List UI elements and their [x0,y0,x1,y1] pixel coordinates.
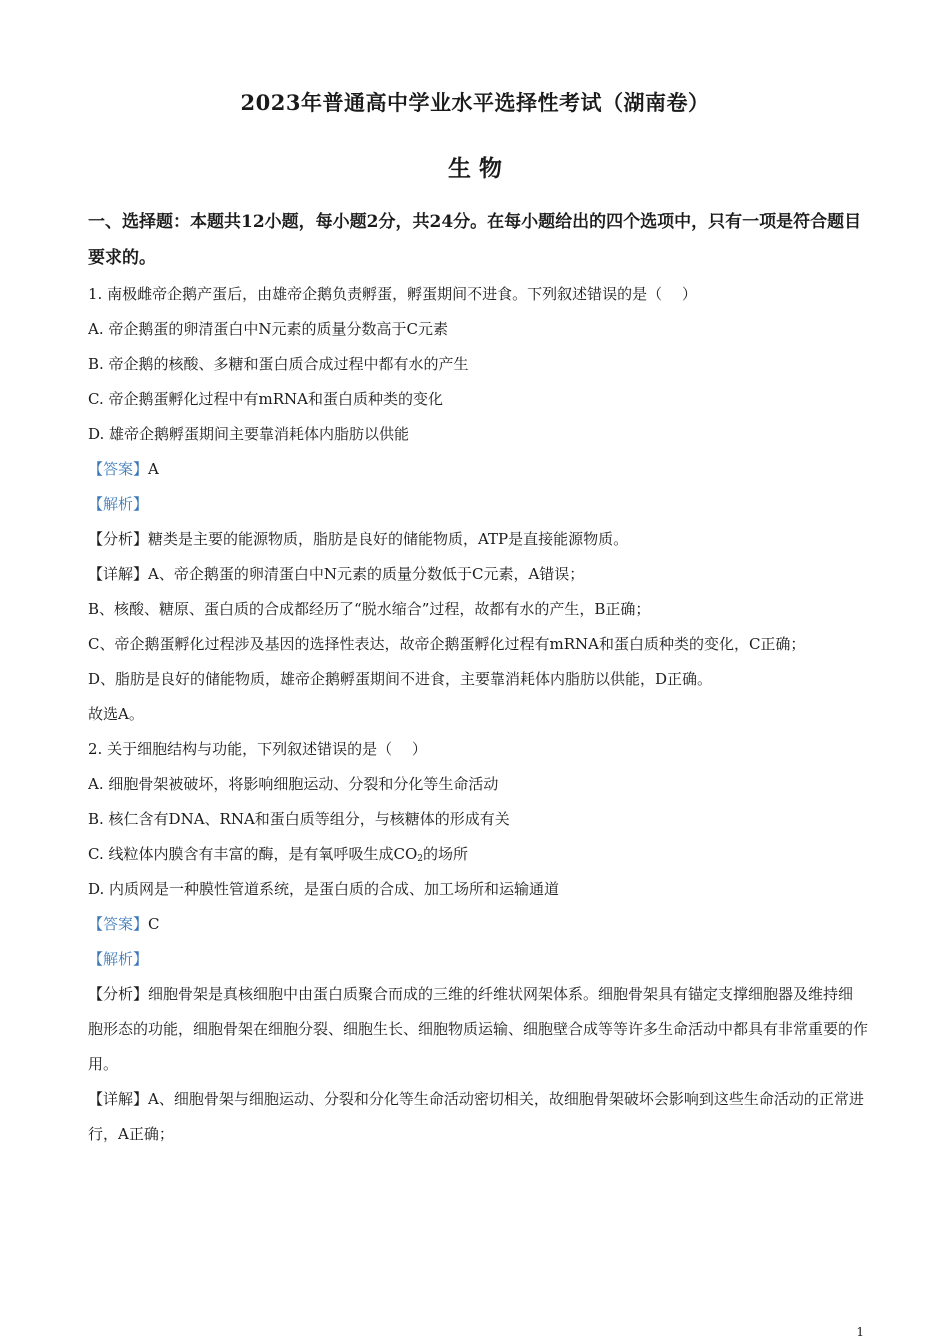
section-heading: 一、选择题：本题共12小题，每小题2分，共24分。在每小题给出的四个选项中，只有一项是符合题目要求的。 [88,212,862,268]
question-1-option-a: A. 帝企鹅蛋的卵清蛋白中N元素的质量分数高于C元素 [88,320,448,338]
xiangjie-text: A、帝企鹅蛋的卵清蛋白中N元素的质量分数低于C元素，A错误； [148,565,585,583]
option-c-text-end: 的场所 [423,845,469,863]
question-2-option-c [88,837,868,872]
question-1-option-d: D. 雄帝企鹅孵蛋期间主要靠消耗体内脂肪以供能 [88,425,410,443]
question-1-option-b: B. 帝企鹅的核酸、多糖和蛋白质合成过程中都有水的产生 [88,355,469,373]
co2-subscript: 2 [417,854,423,864]
fenxi-text: 糖类是主要的能源物质，脂肪是良好的储能物质，ATP是直接能源物质。 [148,530,629,548]
answer-label: 【答案】 [88,460,149,478]
question-2-xiangjie [88,1082,868,1152]
question-2-option-a: A. 细胞骨架被破坏，将影响细胞运动、分裂和分化等生命活动 [88,775,499,793]
xiangjie-label: 【详解】 [88,565,149,583]
question-1-stem: 1. 南极雌帝企鹅产蛋后，由雄帝企鹅负责孵蛋，孵蛋期间不进食。下列叙述错误的是（ ） [88,285,697,303]
question-1-analysis-heading [88,487,868,522]
answer-label: 【答案】 [88,915,149,933]
question-2-option-d: D. 内质网是一种膜性管道系统，是蛋白质的合成、加工场所和运输通道 [88,880,560,898]
exam-title: 2023年普通高中学业水平选择性考试（湖南卷） [240,90,710,115]
question-2-fenxi [88,977,868,1082]
question-1-conclusion: 故选A。 [88,705,144,723]
fenxi-label: 【分析】 [88,530,149,548]
page-number: 1 [856,1325,864,1339]
content-body [88,277,868,1152]
analysis-label: 【解析】 [88,950,149,968]
option-c-text: C. 线粒体内膜含有丰富的酶，是有氧呼吸生成CO [88,845,418,863]
subject-title: 生 物 [447,155,502,182]
xiangjie-text: A、细胞骨架与细胞运动、分裂和分化等生命活动密切相关，故细胞骨架破坏会影响到这些生命活动的正常进行，A正确； [88,1090,864,1143]
question-2-stem: 2. 关于细胞结构与功能，下列叙述错误的是（ ） [88,740,427,758]
analysis-label: 【解析】 [88,495,149,513]
question-2-option-b: B. 核仁含有DNA、RNA和蛋白质等组分，与核糖体的形成有关 [88,810,510,828]
fenxi-label: 【分析】 [88,985,149,1003]
question-1-fenxi [88,522,868,557]
question-2-answer [88,907,868,942]
question-1-option-c: C. 帝企鹅蛋孵化过程中有mRNA和蛋白质种类的变化 [88,390,443,408]
question-1-xiangjie [88,557,868,592]
question-1-detail-d: D、脂肪是良好的储能物质，雄帝企鹅孵蛋期间不进食，主要靠消耗体内脂肪以供能，D正确。 [88,670,713,688]
question-1-detail-c: C、帝企鹅蛋孵化过程涉及基因的选择性表达，故帝企鹅蛋孵化过程有mRNA和蛋白质种类的变化，C正确； [88,635,806,653]
answer-value: A [148,460,159,478]
fenxi-text: 细胞骨架是真核细胞中由蛋白质聚合而成的三维的纤维状网架体系。细胞骨架具有锚定支撑细胞器及维持细胞形态的功能，细胞骨架在细胞分裂、细胞生长、细胞物质运输、细胞壁合成等等许多生命活动中都具有非常重要的作用。 [88,985,869,1073]
question-1-detail-b: B、核酸、糖原、蛋白质的合成都经历了“脱水缩合”过程，故都有水的产生，B正确； [88,600,651,618]
xiangjie-label: 【详解】 [88,1090,149,1108]
question-1-answer [88,452,868,487]
question-2-analysis-heading [88,942,868,977]
answer-value: C [148,915,160,933]
